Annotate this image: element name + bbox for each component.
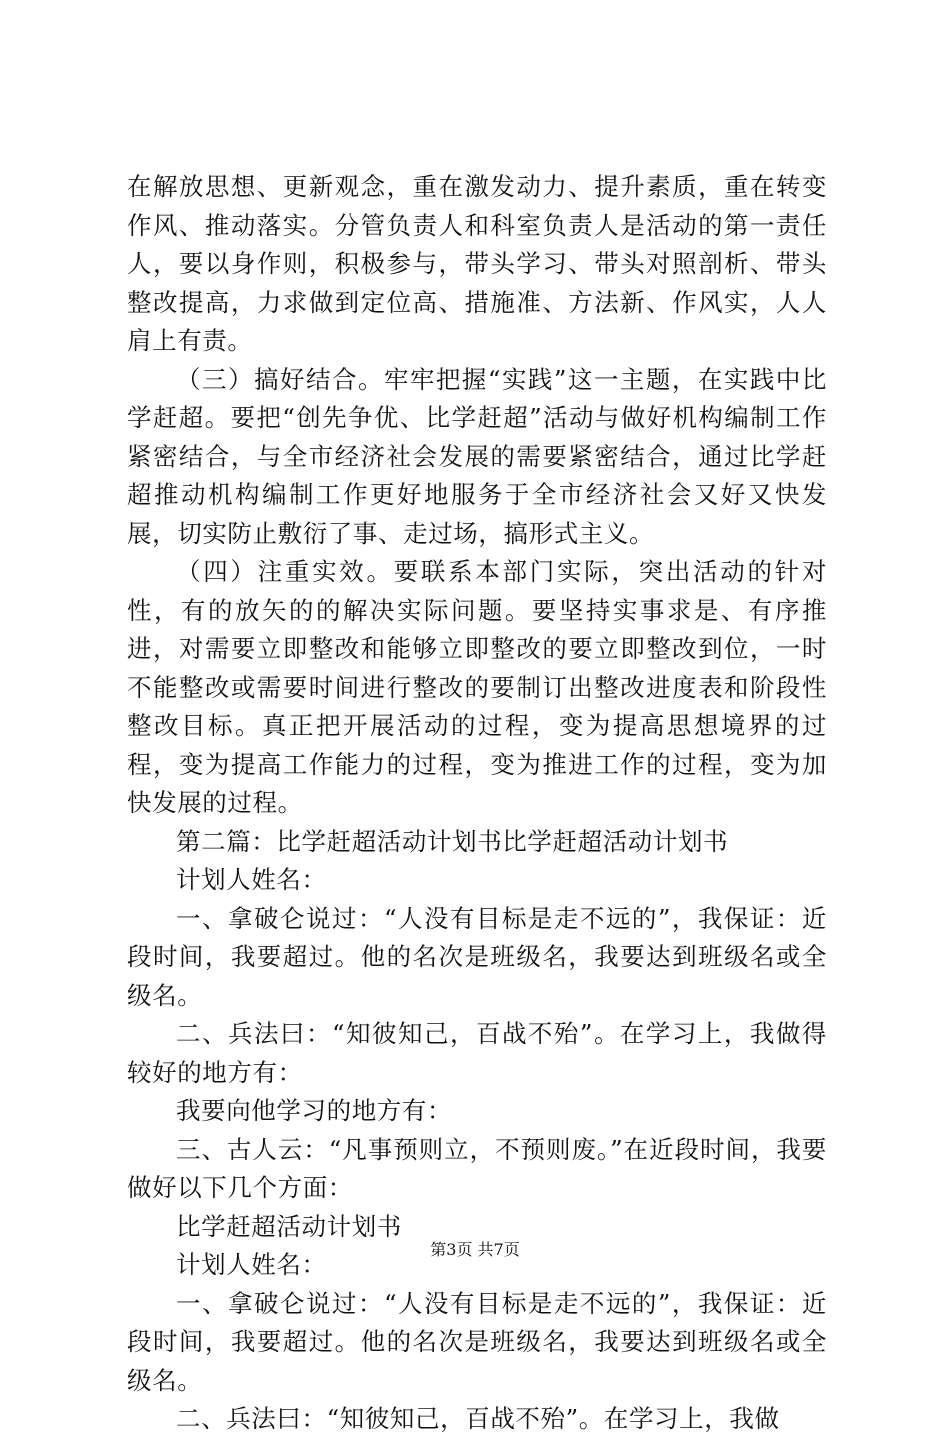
paragraph-1: 在解放思想、更新观念，重在激发动力、提升素质，重在转变作风、推动落实。分管负责人和科室负责人是活动的第一责任人，要以身作则，积极参与，带头学习、带头对照剖析、带头整改提高，力求做到定位高、措施准、方法新、作风实，人人肩上有责。 [127, 172, 827, 355]
paragraph-10-heading: 比学赶超活动计划书 [176, 1211, 402, 1241]
paragraph-6: 一、拿破仑说过：“人没有目标是走不远的”，我保证：近段时间，我要超过。他的名次是班级名，我要达到班级名或全级名。 [127, 903, 827, 1010]
paragraph-4-heading: 第二篇：比学赶超活动计划书比学赶超活动计划书 [176, 826, 729, 856]
paragraph-13: 二、兵法曰：“知彼知己，百战不殆”。在学习上，我做 [176, 1404, 780, 1433]
paragraph-12: 一、拿破仑说过：“人没有目标是走不远的”，我保证：近段时间，我要超过。他的名次是班级名，我要达到班级名或全级名。 [127, 1288, 827, 1395]
paragraph-9: 三、古人云：“凡事预则立，不预则废。”在近段时间，我要做好以下几个方面： [127, 1134, 827, 1202]
paragraph-2: （三）搞好结合。牢牢把握“实践”这一主题，在实践中比学赶超。要把“创先争优、比学赶超”活动与做好机构编制工作紧密结合，与全市经济社会发展的需要紧密结合，通过比学赶超推动机构编制工作更好地服务于全市经济社会又好又快发展，切实防止敷衍了事、走过场，搞形式主义。 [127, 364, 827, 548]
paragraph-5: 计划人姓名： [176, 865, 327, 894]
paragraph-3: （四）注重实效。要联系本部门实际，突出活动的针对性，有的放矢的的解决实际问题。要坚持实事求是、有序推进，对需要立即整改和能够立即整改的要立即整改到位，一时不能整改或需要时间进行整改的要制订出整改进度表和阶段性整改目标。真正把开展活动的过程，变为提高思想境界的过程，变为提高工作能力的过程，变为推进工作的过程，变为加快发展的过程。 [127, 557, 827, 817]
page-footer: 第3页 共7页 [430, 1240, 520, 1259]
paragraph-11: 计划人姓名： [176, 1250, 327, 1279]
paragraph-7: 二、兵法曰：“知彼知己，百战不殆”。在学习上，我做得较好的地方有： [127, 1019, 827, 1087]
paragraph-8: 我要向他学习的地方有： [176, 1096, 453, 1125]
